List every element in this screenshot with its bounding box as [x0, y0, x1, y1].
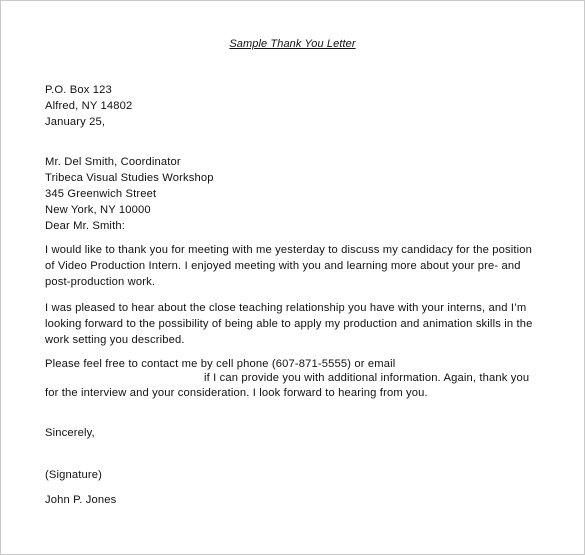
paragraph3-line-3: for the interview and your consideration. I look forward to hearing from you.	[45, 387, 428, 399]
paragraph2-line-2: looking forward to the possibility of being able to apply my production and animation skills in the	[45, 318, 533, 330]
recipient-line-2: Tribeca Visual Studies Workshop	[45, 172, 214, 184]
paragraph1-line-2: of Video Production Intern. I enjoyed meeting with you and learning more about your pre- and	[45, 260, 521, 272]
salutation: Dear Mr. Smith:	[45, 220, 125, 232]
paragraph2-line-1: I was pleased to hear about the close teaching relationship you have with your interns, and I’m	[45, 302, 527, 314]
paragraph1-line-1: I would like to thank you for meeting with me yesterday to discuss my candidacy for the position	[45, 244, 532, 256]
letter-date: January 25,	[45, 116, 106, 128]
recipient-line-1: Mr. Del Smith, Coordinator	[45, 156, 181, 168]
letter-title: Sample Thank You Letter	[229, 38, 356, 50]
paragraph2-line-3: work setting you described.	[45, 334, 185, 346]
paragraph3-line-1: Please feel free to contact me by cell phone (607-871-5555) or email	[45, 358, 396, 370]
recipient-line-4: New York, NY 10000	[45, 204, 151, 216]
sender-address-line-1: P.O. Box 123	[45, 84, 112, 96]
recipient-line-3: 345 Greenwich Street	[45, 188, 157, 200]
sender-address-line-2: Alfred, NY 14802	[45, 100, 133, 112]
sender-name: John P. Jones	[45, 494, 117, 506]
paragraph3-line-2: if I can provide you with additional information. Again, thank you	[204, 372, 530, 384]
signature-placeholder: (Signature)	[45, 469, 102, 481]
closing: Sincerely,	[45, 427, 95, 439]
paragraph1-line-3: post-production work.	[45, 276, 156, 288]
